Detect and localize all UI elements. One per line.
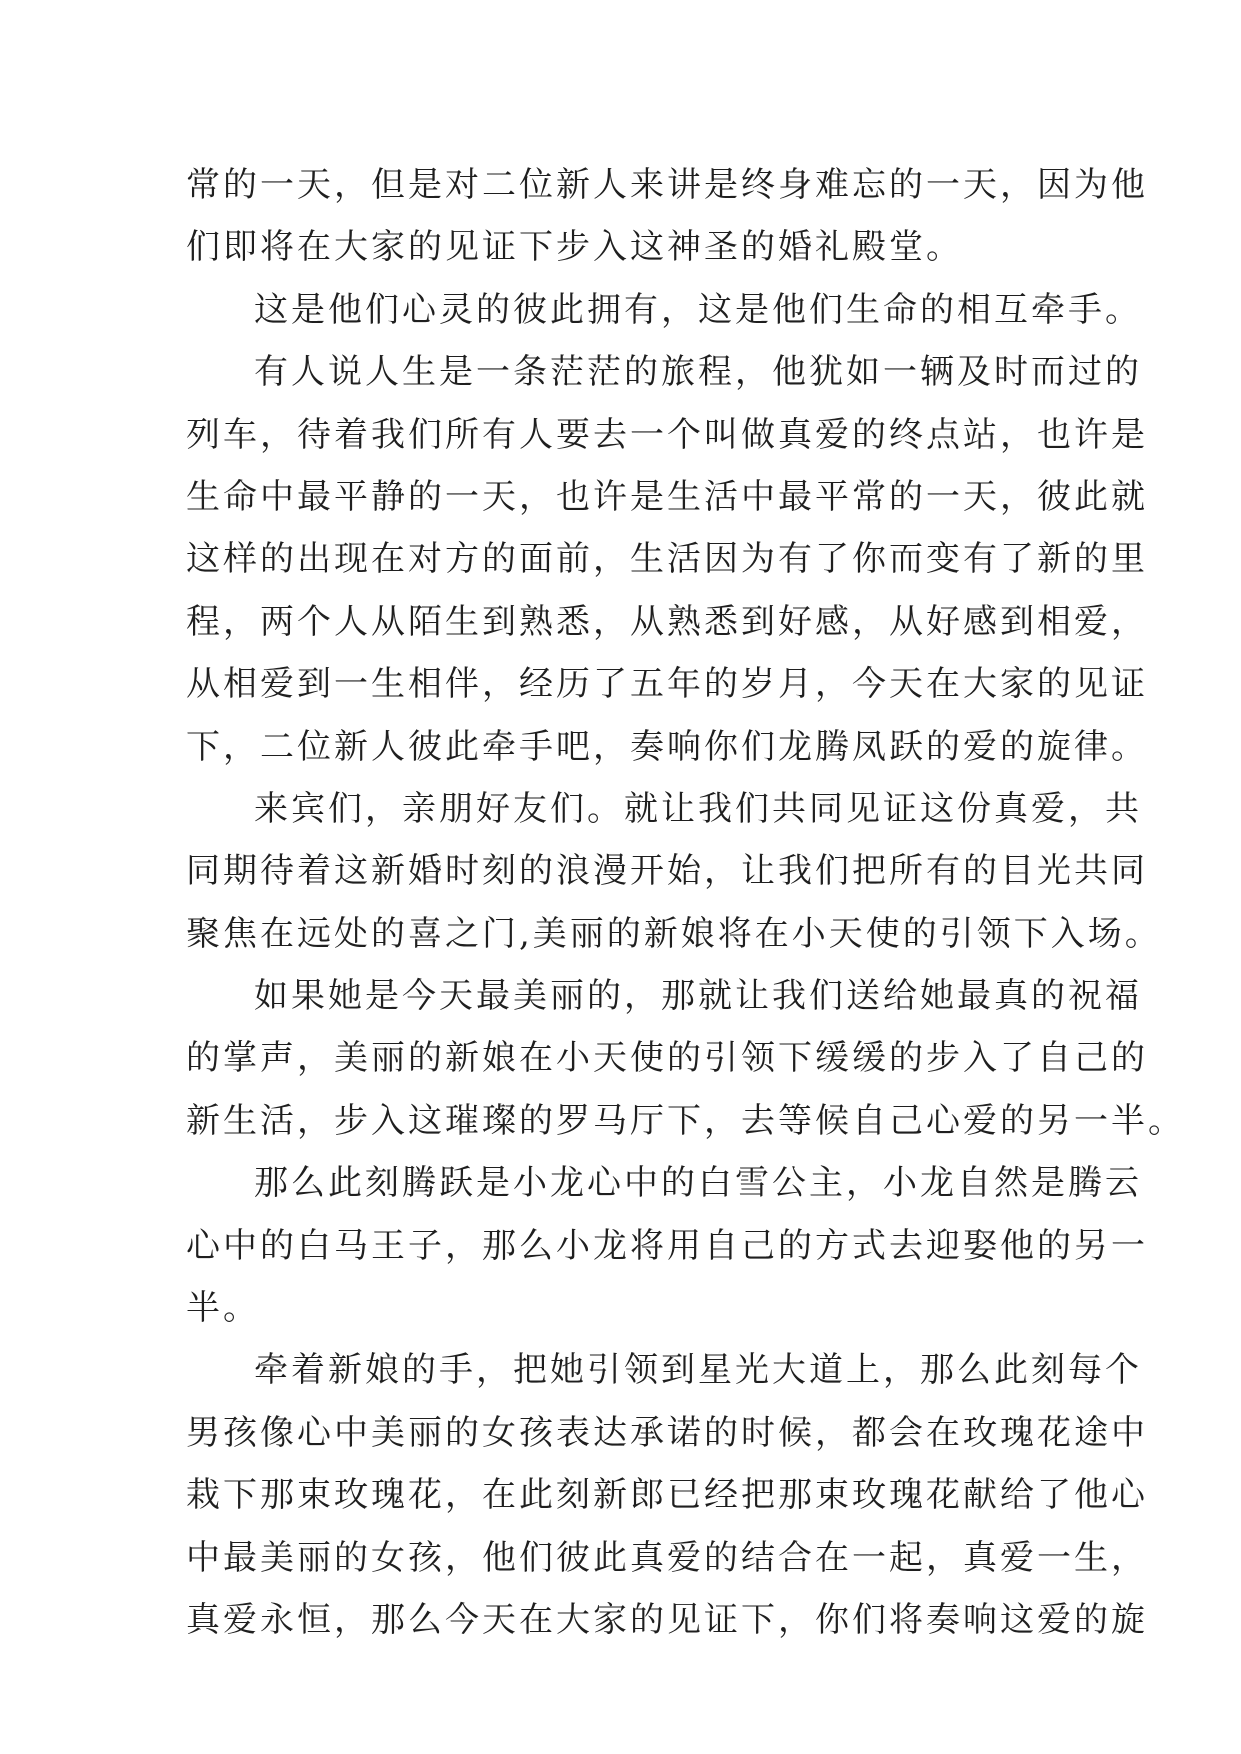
text-line: 真爱永恒，那么今天在大家的见证下，你们将奏响这爱的旋 [186,1599,1148,1640]
text-line: 新生活，步入这璀璨的罗马厅下，去等候自己心爱的另一半。 [186,1100,1185,1141]
text-line: 的掌声，美丽的新娘在小天使的引领下缓缓的步入了自己的 [186,1038,1148,1079]
text-line: 程，两个人从陌生到熟悉，从熟悉到好感，从好感到相爱， [186,601,1148,642]
text-line: 男孩像心中美丽的女孩表达承诺的时候，都会在玫瑰花途中 [186,1412,1148,1453]
text-line: 常的一天，但是对二位新人来讲是终身难忘的一天，因为他 [186,165,1148,205]
text-line: 半。 [186,1288,260,1329]
paragraph-first-line: 这是他们心灵的彼此拥有，这是他们生命的相互牵手。 [254,289,1142,330]
text-line: 同期待着这新婚时刻的浪漫开始，让我们把所有的目光共同 [186,851,1148,892]
text-line: 生命中最平静的一天，也许是生活中最平常的一天，彼此就 [186,476,1148,517]
paragraph-first-line: 那么此刻腾跃是小龙心中的白雪公主，小龙自然是腾云 [254,1163,1142,1204]
text-line: 下，二位新人彼此牵手吧，奏响你们龙腾凤跃的爱的旋律。 [186,726,1148,767]
paragraph-first-line: 有人说人生是一条茫茫的旅程，他犹如一辆及时而过的 [254,352,1142,393]
text-line: 从相爱到一生相伴，经历了五年的岁月，今天在大家的见证 [186,664,1148,705]
text-line: 心中的白马王子，那么小龙将用自己的方式去迎娶他的另一 [186,1225,1148,1266]
paragraph-first-line: 牵着新娘的手，把她引领到星光大道上，那么此刻每个 [254,1350,1142,1391]
body-text [186,154,1185,1651]
text-line: 列车，待着我们所有人要去一个叫做真爱的终点站，也许是 [186,414,1148,455]
text-line: 们即将在大家的见证下步入这神圣的婚礼殿堂。 [186,227,963,268]
text-line: 这样的出现在对方的面前，生活因为有了你而变有了新的里 [186,539,1148,580]
text-line: 栽下那束玫瑰花，在此刻新郎已经把那束玫瑰花献给了他心 [186,1475,1148,1516]
paragraph-first-line: 来宾们，亲朋好友们。就让我们共同见证这份真爱，共 [254,788,1142,829]
paragraph-first-line: 如果她是今天最美丽的，那就让我们送给她最真的祝福 [254,976,1142,1017]
text-line: 中最美丽的女孩，他们彼此真爱的结合在一起，真爱一生， [186,1537,1148,1578]
text-line: 聚焦在远处的喜之门,美丽的新娘将在小天使的引领下入场。 [186,913,1162,954]
